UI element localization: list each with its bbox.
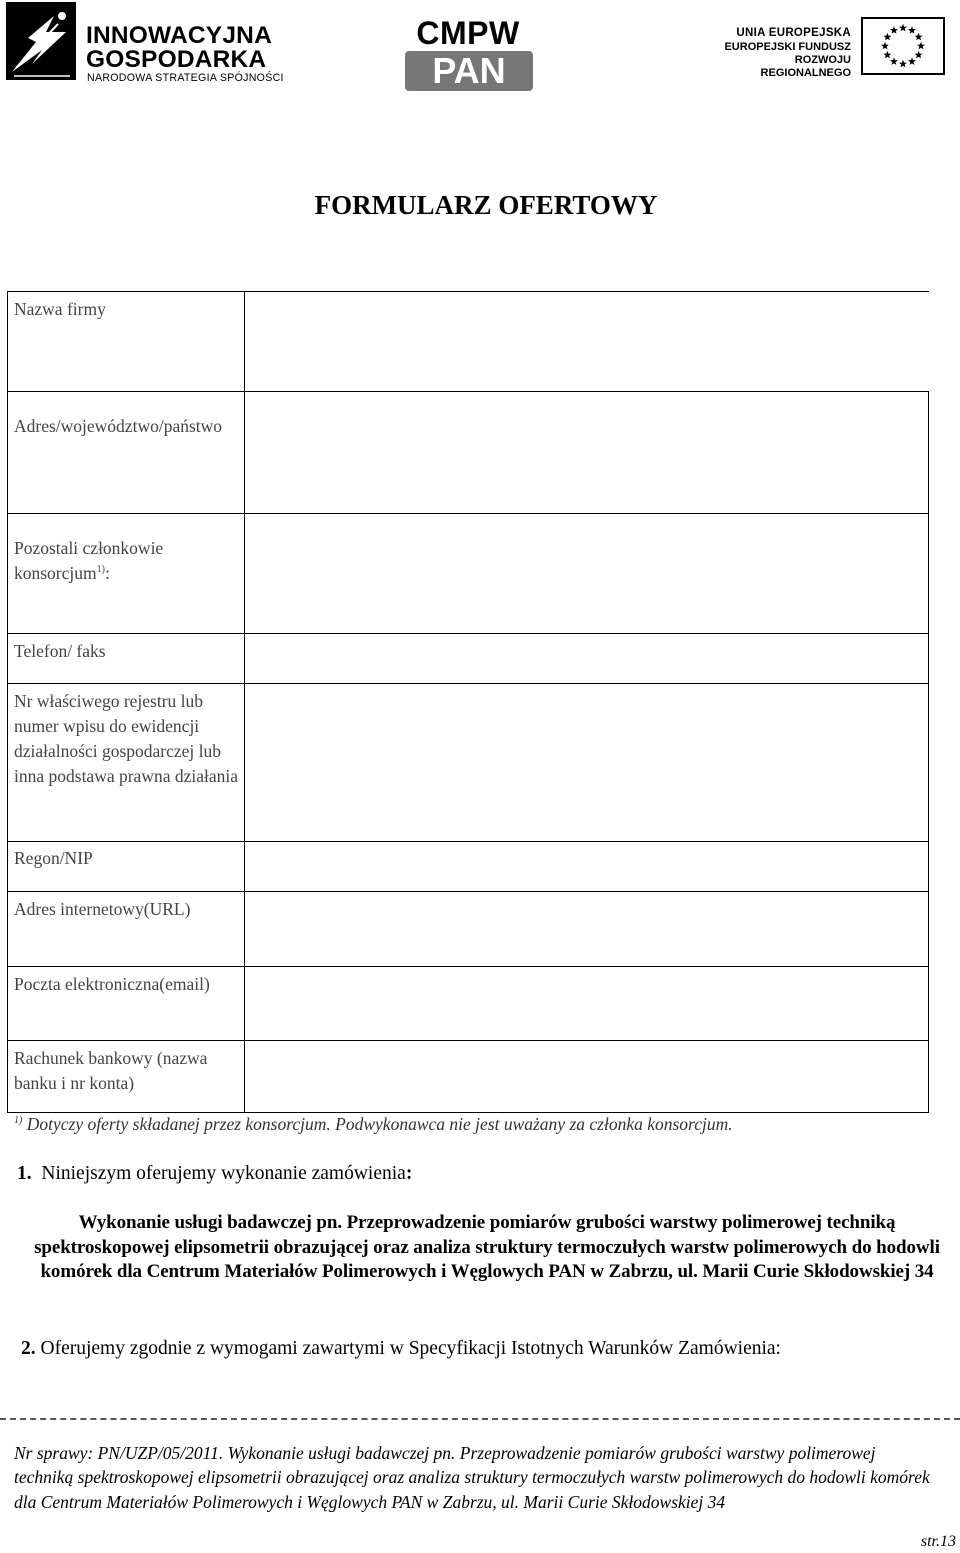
label-url: Adres internetowy(URL) — [8, 892, 245, 967]
logo-right-line2: EUROPEJSKI FUNDUSZ — [724, 40, 851, 53]
field-consortium[interactable] — [245, 514, 929, 634]
logo-left-line2: GOSPODARKA — [86, 46, 267, 73]
logo-right-line3: ROZWOJU REGIONALNEGO — [760, 53, 851, 79]
field-phone-fax[interactable] — [245, 634, 929, 684]
eu-logo — [712, 20, 957, 80]
order-subject: Wykonanie usługi badawczej pn. Przeprowadzenie pomiarów grubości warstwy polimerowej techniką spektroskopowej elipsometrii obrazującej oraz analiza struktury termoczułych warstw polimerowych do hodowli komórek dla Centrum Materiałów Polimerowych i Węglowych PAN w Zabrzu, ul. Marii Curie Skłodowskiej 34 — [34, 1212, 940, 1282]
eu-star-icon — [883, 51, 891, 59]
label-consortium-suffix: : — [104, 563, 110, 583]
field-bank[interactable] — [245, 1041, 929, 1113]
eu-flag-icon — [861, 17, 945, 75]
innowacyjna-gospodarka-logo — [6, 2, 286, 84]
field-url[interactable] — [245, 892, 929, 967]
field-email[interactable] — [245, 967, 929, 1041]
logo-center-top: CMPW — [416, 15, 520, 51]
logo-right-line1: UNIA EUROPEJSKA — [736, 27, 851, 39]
item-2-text: Oferujemy zgodnie z wymogami zawartymi w Specyfikacji Istotnych Warunków Zamówienia: — [40, 1338, 781, 1359]
eu-star-icon — [881, 42, 889, 50]
label-bank: Rachunek bankowy (nazwa banku i nr konta) — [8, 1041, 245, 1113]
item-1-text: Niniejszym oferujemy wykonanie zamówienia — [41, 1163, 406, 1184]
cmpw-pan-logo — [403, 17, 537, 91]
eu-star-icon — [915, 33, 923, 41]
eu-star-icon — [899, 60, 907, 68]
item-1-number: 1. — [17, 1163, 32, 1184]
logo-center-bottom: PAN — [405, 51, 533, 91]
footnote-text: Dotyczy oferty składanej przez konsorcjum. Podwykonawca nie jest uważany za członka konsorcjum. — [26, 1114, 733, 1134]
logo-left-line3: NARODOWA STRATEGIA SPÓJNOŚCI — [87, 72, 284, 84]
label-consortium — [8, 514, 245, 634]
field-company-name[interactable] — [245, 292, 929, 392]
eu-star-icon — [890, 57, 898, 65]
item-1-colon: : — [405, 1163, 413, 1184]
label-company-name: Nazwa firmy — [8, 292, 245, 392]
label-phone-fax: Telefon/ faks — [8, 634, 245, 684]
footnote-ref: 1) — [96, 564, 105, 576]
label-consortium-text: Pozostali członkowie konsorcjum — [14, 538, 164, 583]
item-2 — [21, 1336, 951, 1362]
page-title: FORMULARZ OFERTOWY — [314, 190, 658, 220]
logo-left-line1: INNOWACYJNA — [86, 22, 272, 49]
item-1 — [17, 1161, 947, 1187]
eu-star-icon — [917, 42, 925, 50]
eu-logo-text — [712, 27, 851, 79]
footer-case-text: Nr sprawy: PN/UZP/05/2011. Wykonanie usługi badawczej pn. Przeprowadzenie pomiarów grubości warstwy polimerowej techniką spektroskopowej elipsometrii obrazującej oraz analiza struktury termoczułych warstw polimerowych do hodowli komórek dla Centrum Materiałów Polimerowych i Węglowych PAN w Zabrzu, ul. Marii Curie Skłodowskiej 34 — [14, 1443, 930, 1512]
eu-star-icon — [883, 33, 891, 41]
offer-form-table — [7, 291, 929, 1113]
footer-divider — [0, 1418, 960, 1420]
eu-star-icon — [908, 57, 916, 65]
eu-star-icon — [890, 26, 898, 34]
field-register[interactable] — [245, 684, 929, 842]
label-register: Nr właściwego rejestru lub numer wpisu do ewidencji działalności gospodarczej lub inna podstawa prawna działania — [8, 684, 245, 842]
item-2-number: 2. — [21, 1338, 36, 1359]
footnote — [14, 1112, 934, 1136]
field-regon-nip[interactable] — [245, 842, 929, 892]
label-email: Poczta elektroniczna(email) — [8, 967, 245, 1041]
eu-star-icon — [899, 24, 907, 32]
label-address: Adres/województwo/państwo — [8, 392, 245, 514]
field-address[interactable] — [245, 392, 929, 514]
page-number: str.13 — [920, 1533, 956, 1550]
label-regon-nip: Regon/NIP — [8, 842, 245, 892]
innowacyjna-gospodarka-emblem-icon — [6, 2, 80, 82]
eu-star-icon — [908, 26, 916, 34]
eu-star-icon — [915, 51, 923, 59]
footnote-marker: 1) — [14, 1115, 23, 1127]
